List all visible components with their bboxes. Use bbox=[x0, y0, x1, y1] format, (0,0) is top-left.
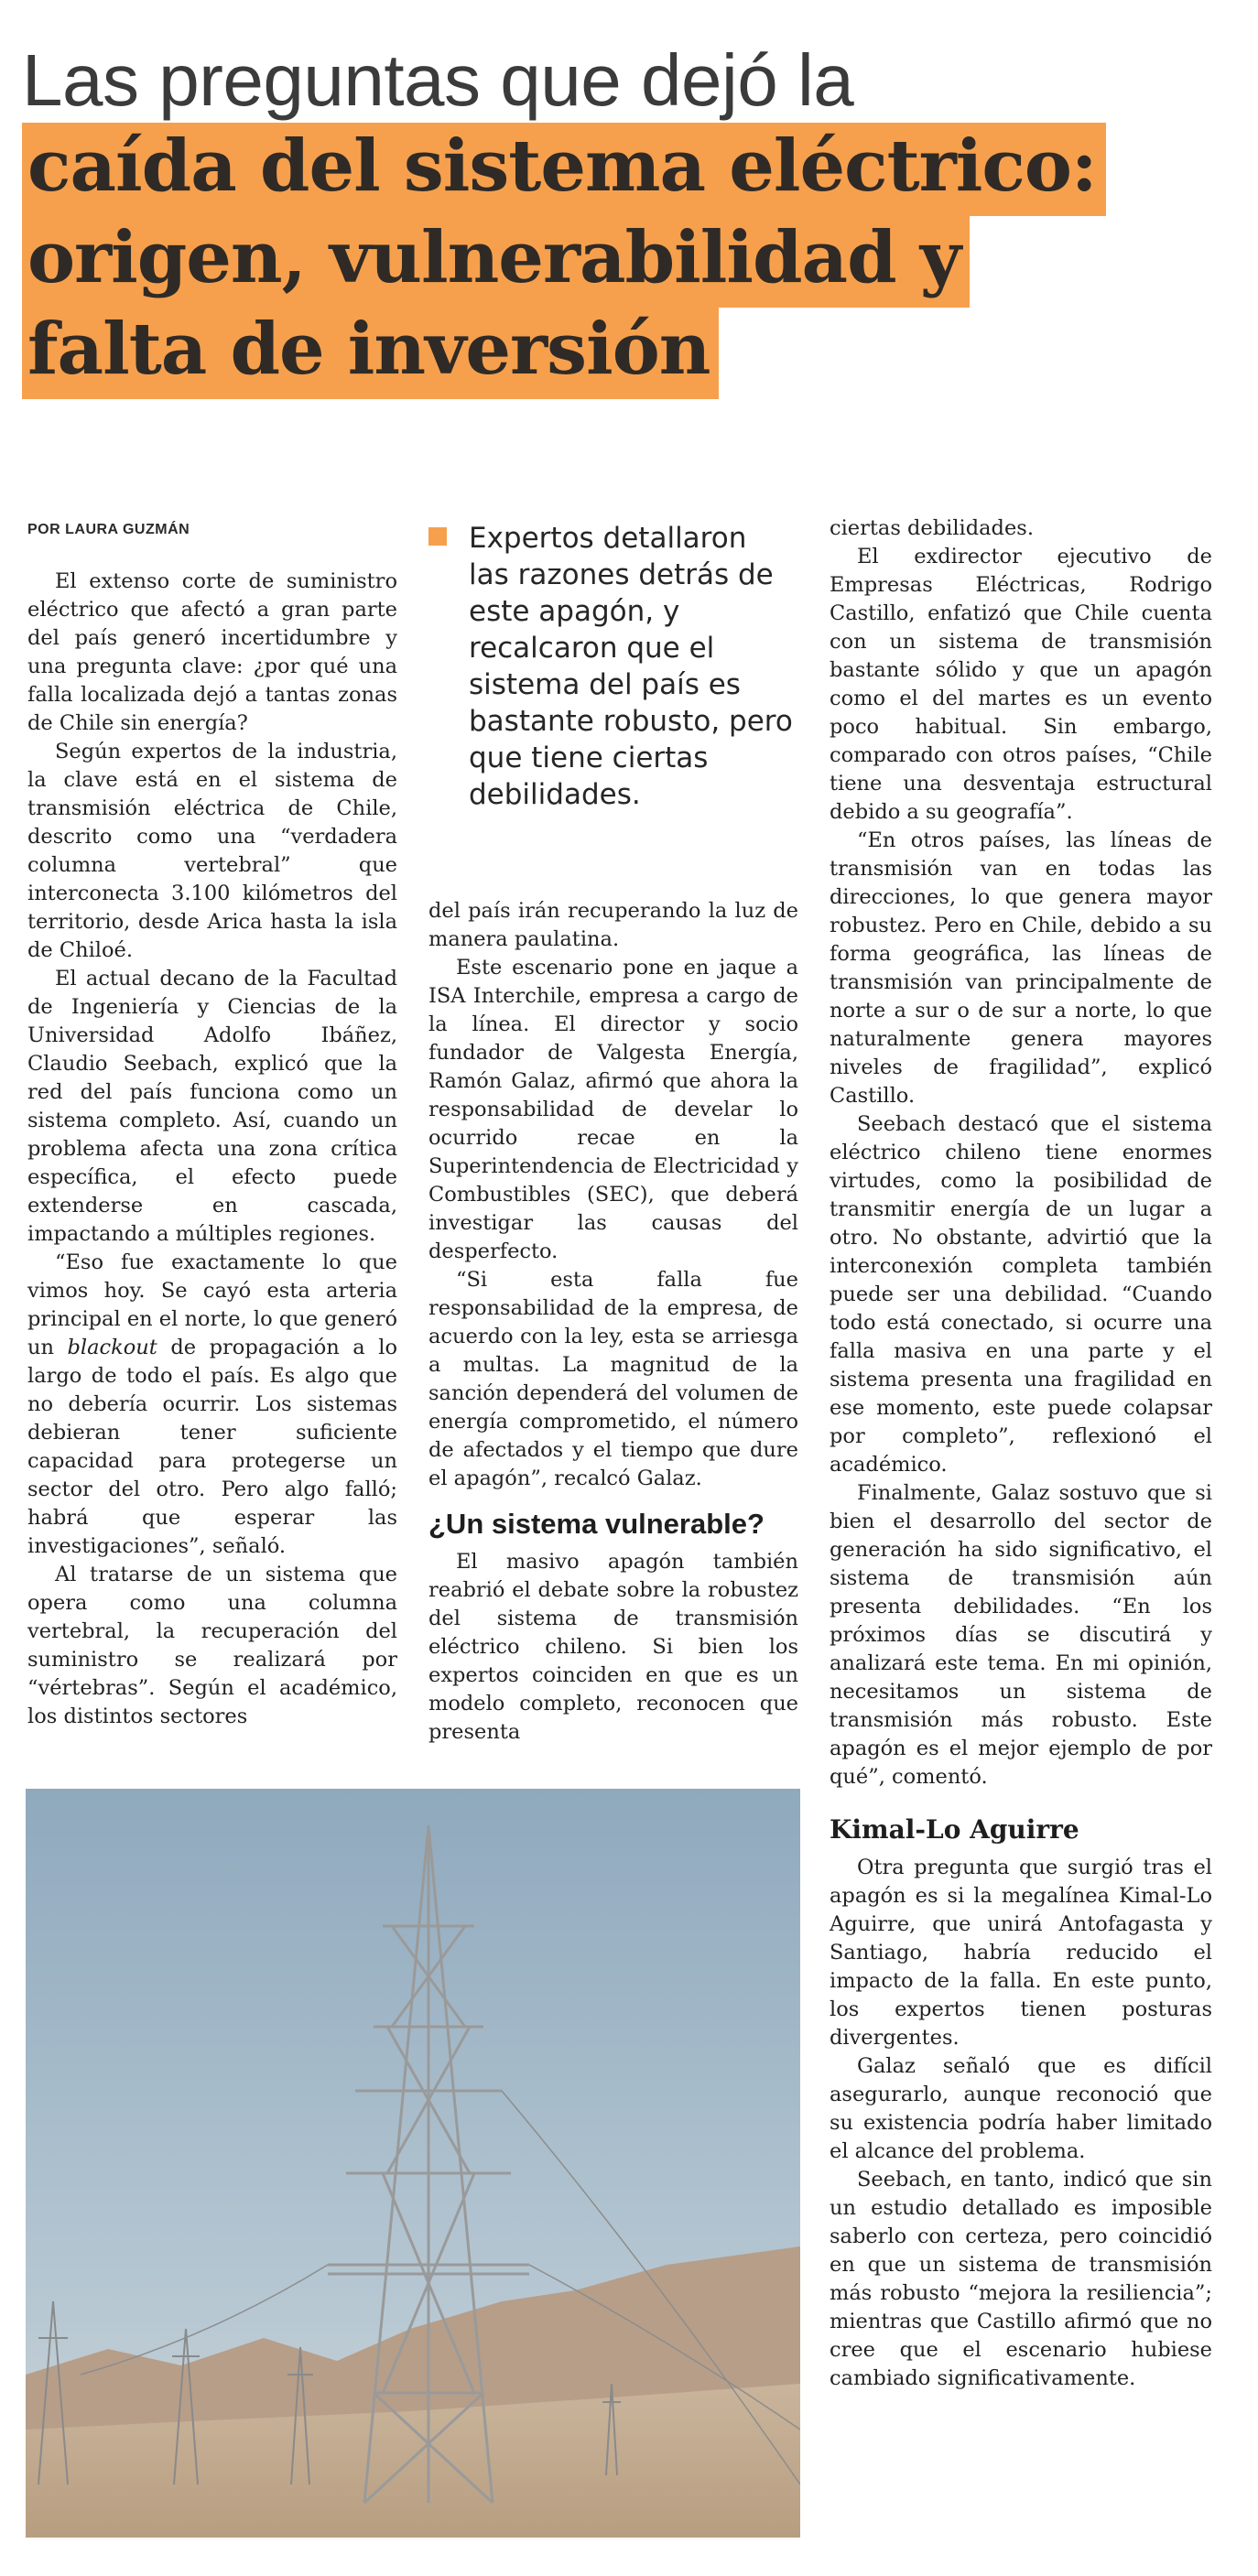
paragraph: “En otros países, las líneas de transmisión van en todas las direcciones, lo que genera mayor robustez. Pero en Chile, debido a su forma geográfica, las líneas de transmisión van principalmente de norte a sur o de sur a norte, lo que naturalmente genera mayores niveles de fragilidad”, explicó Castillo. bbox=[830, 828, 1212, 1108]
photo-illustration bbox=[26, 1789, 800, 2538]
paragraph: Otra pregunta que surgió tras el apagón es si la megalínea Kimal-Lo Aguirre, que unirá Antofagasta y Santiago, habría reducido el impacto de la falla. En este punto, los expertos tienen posturas divergentes. bbox=[830, 1856, 1212, 2050]
transmission-tower-photo bbox=[26, 1789, 800, 2538]
paragraph: El actual decano de la Facultad de Ingeniería y Ciencias de la Universidad Adolfo Ibáñez, Claudio Seebach, explicó que la red del país funciona como un sistema completo. Así, cuando un problema afecta una zona crítica específica, el efecto puede extenderse en cascada, impactando a múltiples regiones. bbox=[27, 967, 397, 1246]
article-column-1 bbox=[27, 568, 397, 1731]
article-column-3 bbox=[830, 514, 1212, 2393]
article-column-2 bbox=[428, 897, 798, 1747]
section-subhead: Kimal-Lo Aguirre bbox=[830, 1814, 1079, 1845]
headline-kicker: Las preguntas que dejó la bbox=[22, 39, 854, 121]
paragraph: Finalmente, Galaz sostuvo que si bien el desarrollo del sector de generación ha sido significativo, el sistema de transmisión aún presenta debilidades. “En los próximos días se discutirá y analizará este tema. En mi opinión, necesitamos un sistema de transmisión más robusto. Este apagón es el mejor ejemplo de por qué”, comentó. bbox=[830, 1481, 1212, 1789]
orange-square-icon bbox=[428, 527, 447, 546]
text-run: de propagación a lo largo de todo el país. Es algo que no debería ocurrir. Los sistemas debieran tener suficiente capacidad para protegerse un sector del otro. Pero algo falló; habrá que esperar las investigaciones”, señaló. bbox=[27, 1336, 397, 1558]
paragraph: Seebach, en tanto, indicó que sin un estudio detallado es imposible saberlo con certeza, pero coincidió en que un sistema de transmisión más robusto “mejora la resiliencia”; mientras que Castillo afirmó que no cree que el escenario hubiese cambiado significativamente. bbox=[830, 2168, 1212, 2390]
paragraph: Galaz señaló que es difícil asegurarlo, aunque reconoció que su existencia podría haber limitado el alcance del problema. bbox=[830, 2054, 1212, 2163]
headline-main-line-1: caída del sistema eléctrico: bbox=[22, 123, 1106, 216]
paragraph: Seebach destacó que el sistema eléctrico chileno tiene enormes virtudes, como la posibilidad de transmitir energía de un lugar a otro. No obstante, advirtió que la interconexión completa también puede ser una debilidad. “Cuando todo está conectado, si ocurre una falla masiva en una parte y el sistema presenta una fragilidad en ese momento, este puede colapsar por completo”, reflexionó el académico. bbox=[830, 1112, 1212, 1477]
paragraph: “Si esta falla fue responsabilidad de la empresa, de acuerdo con la ley, esta se arriesga a multas. La magnitud de la sanción dependerá del volumen de energía comprometido, el número de afectados y el tiempo que dure el apagón”, recalcó Galaz. bbox=[428, 1268, 798, 1490]
paragraph bbox=[27, 1249, 397, 1561]
pull-quote bbox=[428, 520, 795, 813]
pull-quote-text: Expertos detallaron las razones detrás de este apagón, y recalcaron que el sistema del país es bastante robusto, pero que tiene ciertas debilidades. bbox=[469, 522, 793, 811]
text-run: “Eso fue exactamente lo que vimos hoy. Se cayó esta arteria principal en el norte, lo que generó un bbox=[27, 1250, 397, 1359]
headline bbox=[22, 38, 1240, 397]
paragraph: Al tratarse de un sistema que opera como una columna vertebral, la recuperación del suministro se realizará por “vértebras”. Según el académico, los distintos sectores bbox=[27, 1563, 397, 1728]
headline-main-line-3: falta de inversión bbox=[22, 306, 719, 399]
paragraph: El masivo apagón también reabrió el debate sobre la robustez del sistema de transmisión eléctrico chileno. Si bien los expertos coinciden en que es un modelo completo, reconocen que presenta bbox=[428, 1550, 798, 1744]
paragraph: del país irán recuperando la luz de manera paulatina. bbox=[428, 899, 798, 951]
headline-main-line-2: origen, vulnerabilidad y bbox=[22, 214, 970, 308]
paragraph: El exdirector ejecutivo de Empresas Eléctricas, Rodrigo Castillo, enfatizó que Chile cuenta con un sistema de transmisión bastante sólido y que un apagón como el del martes es un evento poco habitual. Sin embargo, comparado con otros países, “Chile tiene una desventaja estructural debido a su geografía”. bbox=[830, 545, 1212, 824]
byline: POR LAURA GUZMÁN bbox=[27, 522, 190, 537]
paragraph: Según expertos de la industria, la clave está en el sistema de transmisión eléctrica de Chile, descrito como una “verdadera columna vertebral” que interconecta 3.100 kilómetros del territorio, desde Arica hasta la isla de Chiloé. bbox=[27, 740, 397, 962]
paragraph: El extenso corte de suministro eléctrico que afectó a gran parte del país generó incertidumbre y una pregunta clave: ¿por qué una falla localizada dejó a tantas zonas de Chile sin energía? bbox=[27, 569, 397, 735]
section-subhead: ¿Un sistema vulnerable? bbox=[428, 1508, 765, 1540]
paragraph: ciertas debilidades. bbox=[830, 516, 1034, 540]
paragraph: Este escenario pone en jaque a ISA Interchile, empresa a cargo de la línea. El director y socio fundador de Valgesta Energía, Ramón Galaz, afirmó que ahora la responsabilidad de develar lo ocurrido recae en la Superintendencia de Electricidad y Combustibles (SEC), que deberá investigar las causas del desperfecto. bbox=[428, 956, 798, 1263]
italic-term: blackout bbox=[67, 1336, 157, 1359]
